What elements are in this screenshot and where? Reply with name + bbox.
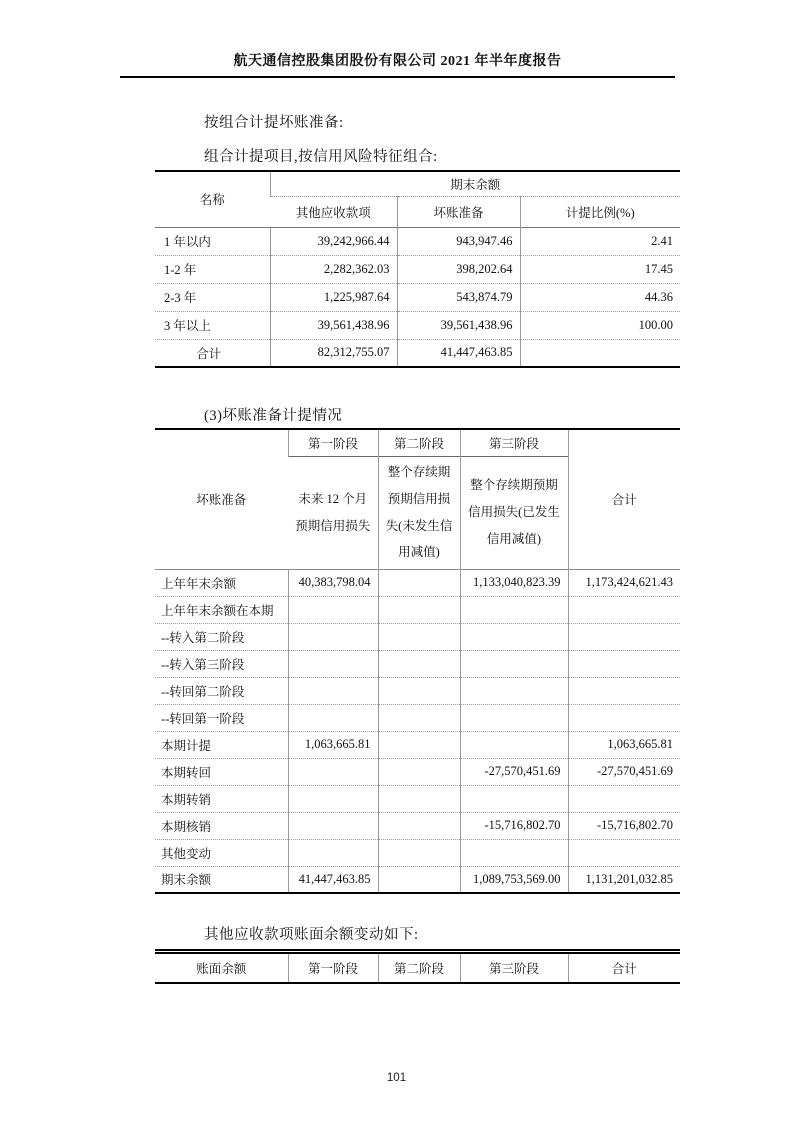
cell-total [568, 650, 680, 677]
cell-total [568, 785, 680, 812]
cell-s3 [460, 731, 568, 758]
table-row [155, 866, 680, 893]
cell-s1 [288, 839, 378, 866]
table2-header-stage3-desc: 整个存续期预期信用损失(已发生信用减值) [460, 456, 568, 569]
table2-header-stage1-desc: 未来 12 个月预期信用损失 [288, 456, 378, 569]
table2-header-stage2: 第二阶段 [378, 429, 460, 456]
cell-v2: 943,947.46 [397, 227, 520, 255]
cell-v3: 44.36 [520, 283, 680, 311]
table-row [155, 731, 680, 758]
cell-total: 1,063,665.81 [568, 731, 680, 758]
cell-s2 [378, 812, 460, 839]
cell-label: 上年年末余额 [155, 569, 288, 596]
cell-s1: 41,447,463.85 [288, 866, 378, 893]
table3-header-total: 合计 [568, 952, 680, 983]
table-row [155, 255, 680, 283]
table3-header-stage1: 第一阶段 [288, 952, 378, 983]
cell-label: 本期核销 [155, 812, 288, 839]
cell-label: 本期转销 [155, 785, 288, 812]
table3-header-stage3: 第三阶段 [460, 952, 568, 983]
cell-label: --转回第一阶段 [155, 704, 288, 731]
cell-label: 3 年以上 [155, 311, 270, 339]
cell-s1 [288, 623, 378, 650]
report-title: 航天通信控股集团股份有限公司 2021 年半年度报告 [233, 54, 562, 69]
cell-s2 [378, 785, 460, 812]
cell-s2 [378, 623, 460, 650]
cell-total [568, 623, 680, 650]
cell-v2: 41,447,463.85 [397, 339, 520, 367]
cell-s1: 40,383,798.04 [288, 569, 378, 596]
table2-body [155, 569, 680, 893]
table2-header-stage3: 第三阶段 [460, 429, 568, 456]
table-row [155, 650, 680, 677]
table2-header-stage2-desc: 整个存续期预期信用损失(未发生信用减值) [378, 456, 460, 569]
cell-total [568, 704, 680, 731]
table-row [155, 839, 680, 866]
page-number: 101 [386, 1072, 407, 1084]
cell-s3 [460, 623, 568, 650]
cell-total [568, 596, 680, 623]
portfolio-provision-table [155, 170, 680, 368]
section-heading-provision-status: (3)坏账准备计提情况 [204, 408, 343, 424]
para-provision-by-portfolio: 按组合计提坏账准备: [204, 115, 344, 131]
table-row [155, 704, 680, 731]
table-row [155, 596, 680, 623]
cell-label: 期末余额 [155, 866, 288, 893]
cell-v3 [520, 339, 680, 367]
cell-label: 1-2 年 [155, 255, 270, 283]
cell-label: --转入第二阶段 [155, 623, 288, 650]
table2-header-stage1: 第一阶段 [288, 429, 378, 456]
cell-total: -27,570,451.69 [568, 758, 680, 785]
cell-s2 [378, 596, 460, 623]
cell-label: 上年年末余额在本期 [155, 596, 288, 623]
cell-s2 [378, 758, 460, 785]
table-row [155, 569, 680, 596]
cell-v1: 2,282,362.03 [270, 255, 397, 283]
cell-s3 [460, 650, 568, 677]
cell-s3: -27,570,451.69 [460, 758, 568, 785]
table2-header-bad-debt-provision: 坏账准备 [196, 493, 247, 508]
table3-header-gross-balance: 账面余额 [196, 961, 247, 976]
cell-s2 [378, 866, 460, 893]
cell-s3 [460, 839, 568, 866]
table3-header-stage2: 第二阶段 [378, 952, 460, 983]
table-row [155, 812, 680, 839]
cell-s3: -15,716,802.70 [460, 812, 568, 839]
cell-label: --转回第二阶段 [155, 677, 288, 704]
cell-s2 [378, 839, 460, 866]
cell-label: 其他变动 [155, 839, 288, 866]
cell-s1 [288, 677, 378, 704]
cell-s3: 1,133,040,823.39 [460, 569, 568, 596]
table-row [155, 758, 680, 785]
cell-total [568, 677, 680, 704]
para-portfolio-basis: 组合计提项目,按信用风险特征组合: [204, 149, 438, 165]
cell-s2 [378, 677, 460, 704]
cell-s1 [288, 758, 378, 785]
cell-s1 [288, 785, 378, 812]
cell-s1 [288, 704, 378, 731]
table-row [155, 785, 680, 812]
cell-v1: 1,225,987.64 [270, 283, 397, 311]
cell-s2 [378, 731, 460, 758]
bad-debt-provision-stages-table [155, 428, 680, 894]
table1-header-other-receivables: 其他应收款项 [270, 196, 397, 227]
cell-s2 [378, 650, 460, 677]
cell-s3 [460, 596, 568, 623]
cell-s1 [288, 596, 378, 623]
table-row [155, 311, 680, 339]
cell-label: 1 年以内 [155, 227, 270, 255]
cell-total [568, 839, 680, 866]
cell-v3: 2.41 [520, 227, 680, 255]
cell-label: 2-3 年 [155, 283, 270, 311]
cell-v2: 39,561,438.96 [397, 311, 520, 339]
cell-s3 [460, 677, 568, 704]
table-row [155, 623, 680, 650]
cell-s2 [378, 569, 460, 596]
cell-s3 [460, 704, 568, 731]
cell-s3 [460, 785, 568, 812]
cell-label: --转入第三阶段 [155, 650, 288, 677]
cell-s1: 1,063,665.81 [288, 731, 378, 758]
table1-header-provision-ratio: 计提比例(%) [520, 196, 680, 227]
cell-v3: 100.00 [520, 311, 680, 339]
table-row [155, 283, 680, 311]
cell-total: -15,716,802.70 [568, 812, 680, 839]
cell-v1: 39,242,966.44 [270, 227, 397, 255]
cell-label: 合计 [155, 339, 270, 367]
cell-label: 本期计提 [155, 731, 288, 758]
table1-header-ending-balance: 期末余额 [270, 171, 680, 196]
table1-header-bad-debt-provision: 坏账准备 [397, 196, 520, 227]
cell-v2: 398,202.64 [397, 255, 520, 283]
cell-v3: 17.45 [520, 255, 680, 283]
table-row [155, 339, 680, 367]
table2-header-total: 合计 [568, 429, 680, 569]
cell-v1: 39,561,438.96 [270, 311, 397, 339]
cell-label: 本期转回 [155, 758, 288, 785]
cell-total: 1,173,424,621.43 [568, 569, 680, 596]
table-row [155, 227, 680, 255]
table-row [155, 677, 680, 704]
table1-body [155, 227, 680, 367]
cell-s3: 1,089,753,569.00 [460, 866, 568, 893]
cell-s1 [288, 650, 378, 677]
cell-v2: 543,874.79 [397, 283, 520, 311]
table1-header-name: 名称 [199, 193, 225, 208]
gross-balance-change-table [155, 949, 680, 984]
cell-v1: 82,312,755.07 [270, 339, 397, 367]
report-header [120, 50, 675, 78]
cell-total: 1,131,201,032.85 [568, 866, 680, 893]
para-gross-balance-change: 其他应收款项账面余额变动如下: [204, 927, 419, 943]
cell-s2 [378, 704, 460, 731]
cell-s1 [288, 812, 378, 839]
